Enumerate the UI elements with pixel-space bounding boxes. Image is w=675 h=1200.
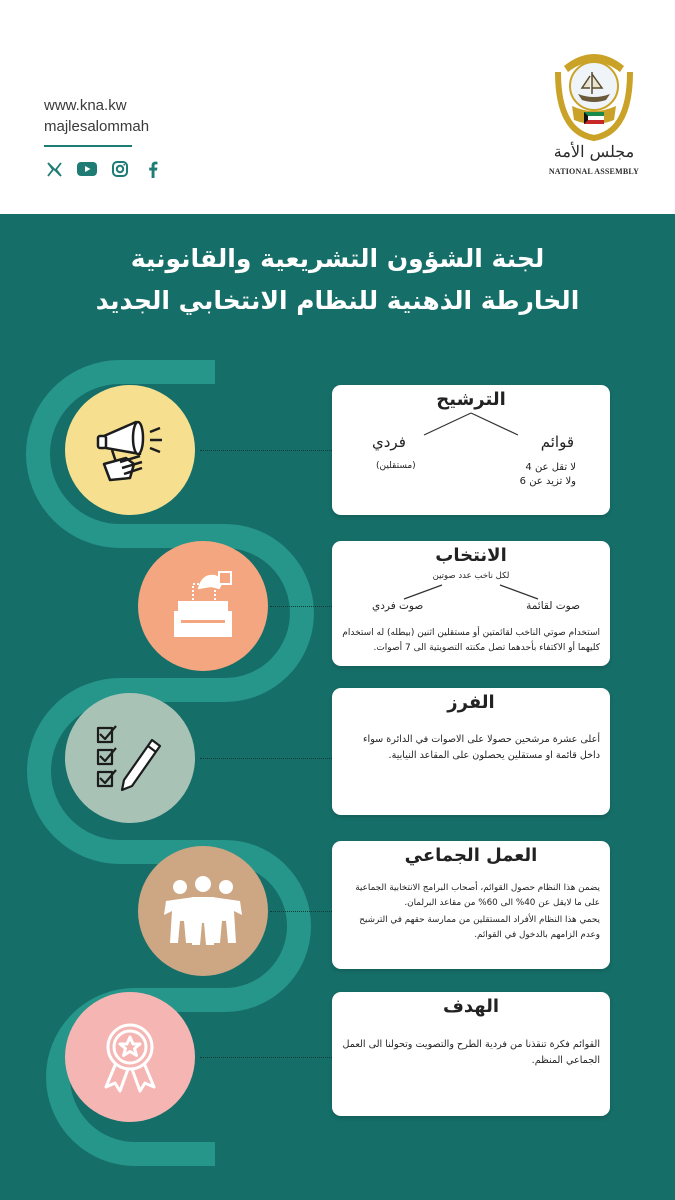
ballot-box-icon: [163, 566, 243, 646]
logo-arabic-name: مجلس الأمة: [553, 142, 635, 161]
connector: [200, 450, 332, 451]
logo-english-name: NATIONAL ASSEMBLY: [548, 167, 640, 176]
branch-individual: فردي: [372, 433, 406, 451]
card-title: العمل الجماعي: [404, 845, 538, 866]
title-line-2: الخارطة الذهنية للنظام الانتخابي الجديد: [95, 286, 580, 315]
connector: [200, 758, 332, 759]
branch-lists: قوائم: [540, 433, 574, 451]
card-title: الانتخاب: [435, 545, 507, 566]
card-paragraph: يضمن هذا النظام حصول القوائم، أصحاب البرامج الانتخابية الجماعية على ما لايقل عن 40% الى 60% من مقاعد البرلمان.: [355, 883, 600, 908]
nomination-card: [332, 385, 610, 515]
card-title: الهدف: [442, 996, 500, 1017]
connector: [270, 606, 332, 607]
connector: [200, 1057, 332, 1058]
goal-card: [332, 992, 610, 1116]
card-subtitle: لكل ناخب عدد صوتين: [432, 571, 510, 581]
group-people-icon: [158, 871, 248, 951]
card-body: أعلى عشرة مرشحين حصولا على الاصوات في الدائرة سواء داخل قائمة او مستقلين يحصلون على المقاعد النيابية.: [363, 734, 600, 761]
teamwork-card: [332, 841, 610, 969]
branch-individual-vote: صوت فردي: [372, 600, 424, 612]
lists-note: [520, 461, 576, 489]
title-line-1: لجنة الشؤون التشريعية والقانونية: [130, 244, 545, 273]
teamwork-icon-circle: [138, 846, 268, 976]
branch-list-vote: صوت لقائمة: [526, 600, 580, 612]
nomination-icon-circle: [65, 385, 195, 515]
card-body: القوائم فكرة تنقذنا من فردية الطرح والتصويت وتحولنا الى العمل الجماعي المنظم.: [342, 1039, 600, 1066]
branch-lines: [332, 581, 610, 601]
checklist-pen-icon: [90, 718, 170, 798]
individual-note: (مستقلين): [376, 461, 416, 471]
card-title: الفرز: [447, 692, 495, 713]
megaphone-hand-icon: [90, 410, 170, 490]
lists-note-max: ولا تزيد عن 6: [519, 476, 576, 487]
award-ribbon-icon: [90, 1017, 170, 1097]
lists-note-min: لا تقل عن 4: [525, 462, 576, 473]
sorting-icon-circle: [65, 693, 195, 823]
card-body: استخدام صوتي الناخب لقائمتين أو مستقلين اثنين (بيطله) له استخدام كليهما أو الاكتفاء بأحدهما تصل مكنته التصويتية الى 7 أصوات.: [342, 628, 600, 653]
card-body: [342, 881, 600, 945]
election-icon-circle: [138, 541, 268, 671]
card-paragraph: يحمي هذا النظام الأفراد المستقلين من ممارسة حقهم في الترشيح وعدم الزامهم بالدخول في القوائم.: [359, 915, 600, 940]
social-handle: majlesalommah: [44, 118, 150, 135]
card-title: الترشيح: [436, 389, 506, 410]
connector: [270, 911, 332, 912]
website-link[interactable]: www.kna.kw: [44, 97, 127, 114]
sorting-card: [332, 688, 610, 815]
election-card: [332, 541, 610, 666]
goal-icon-circle: [65, 992, 195, 1122]
